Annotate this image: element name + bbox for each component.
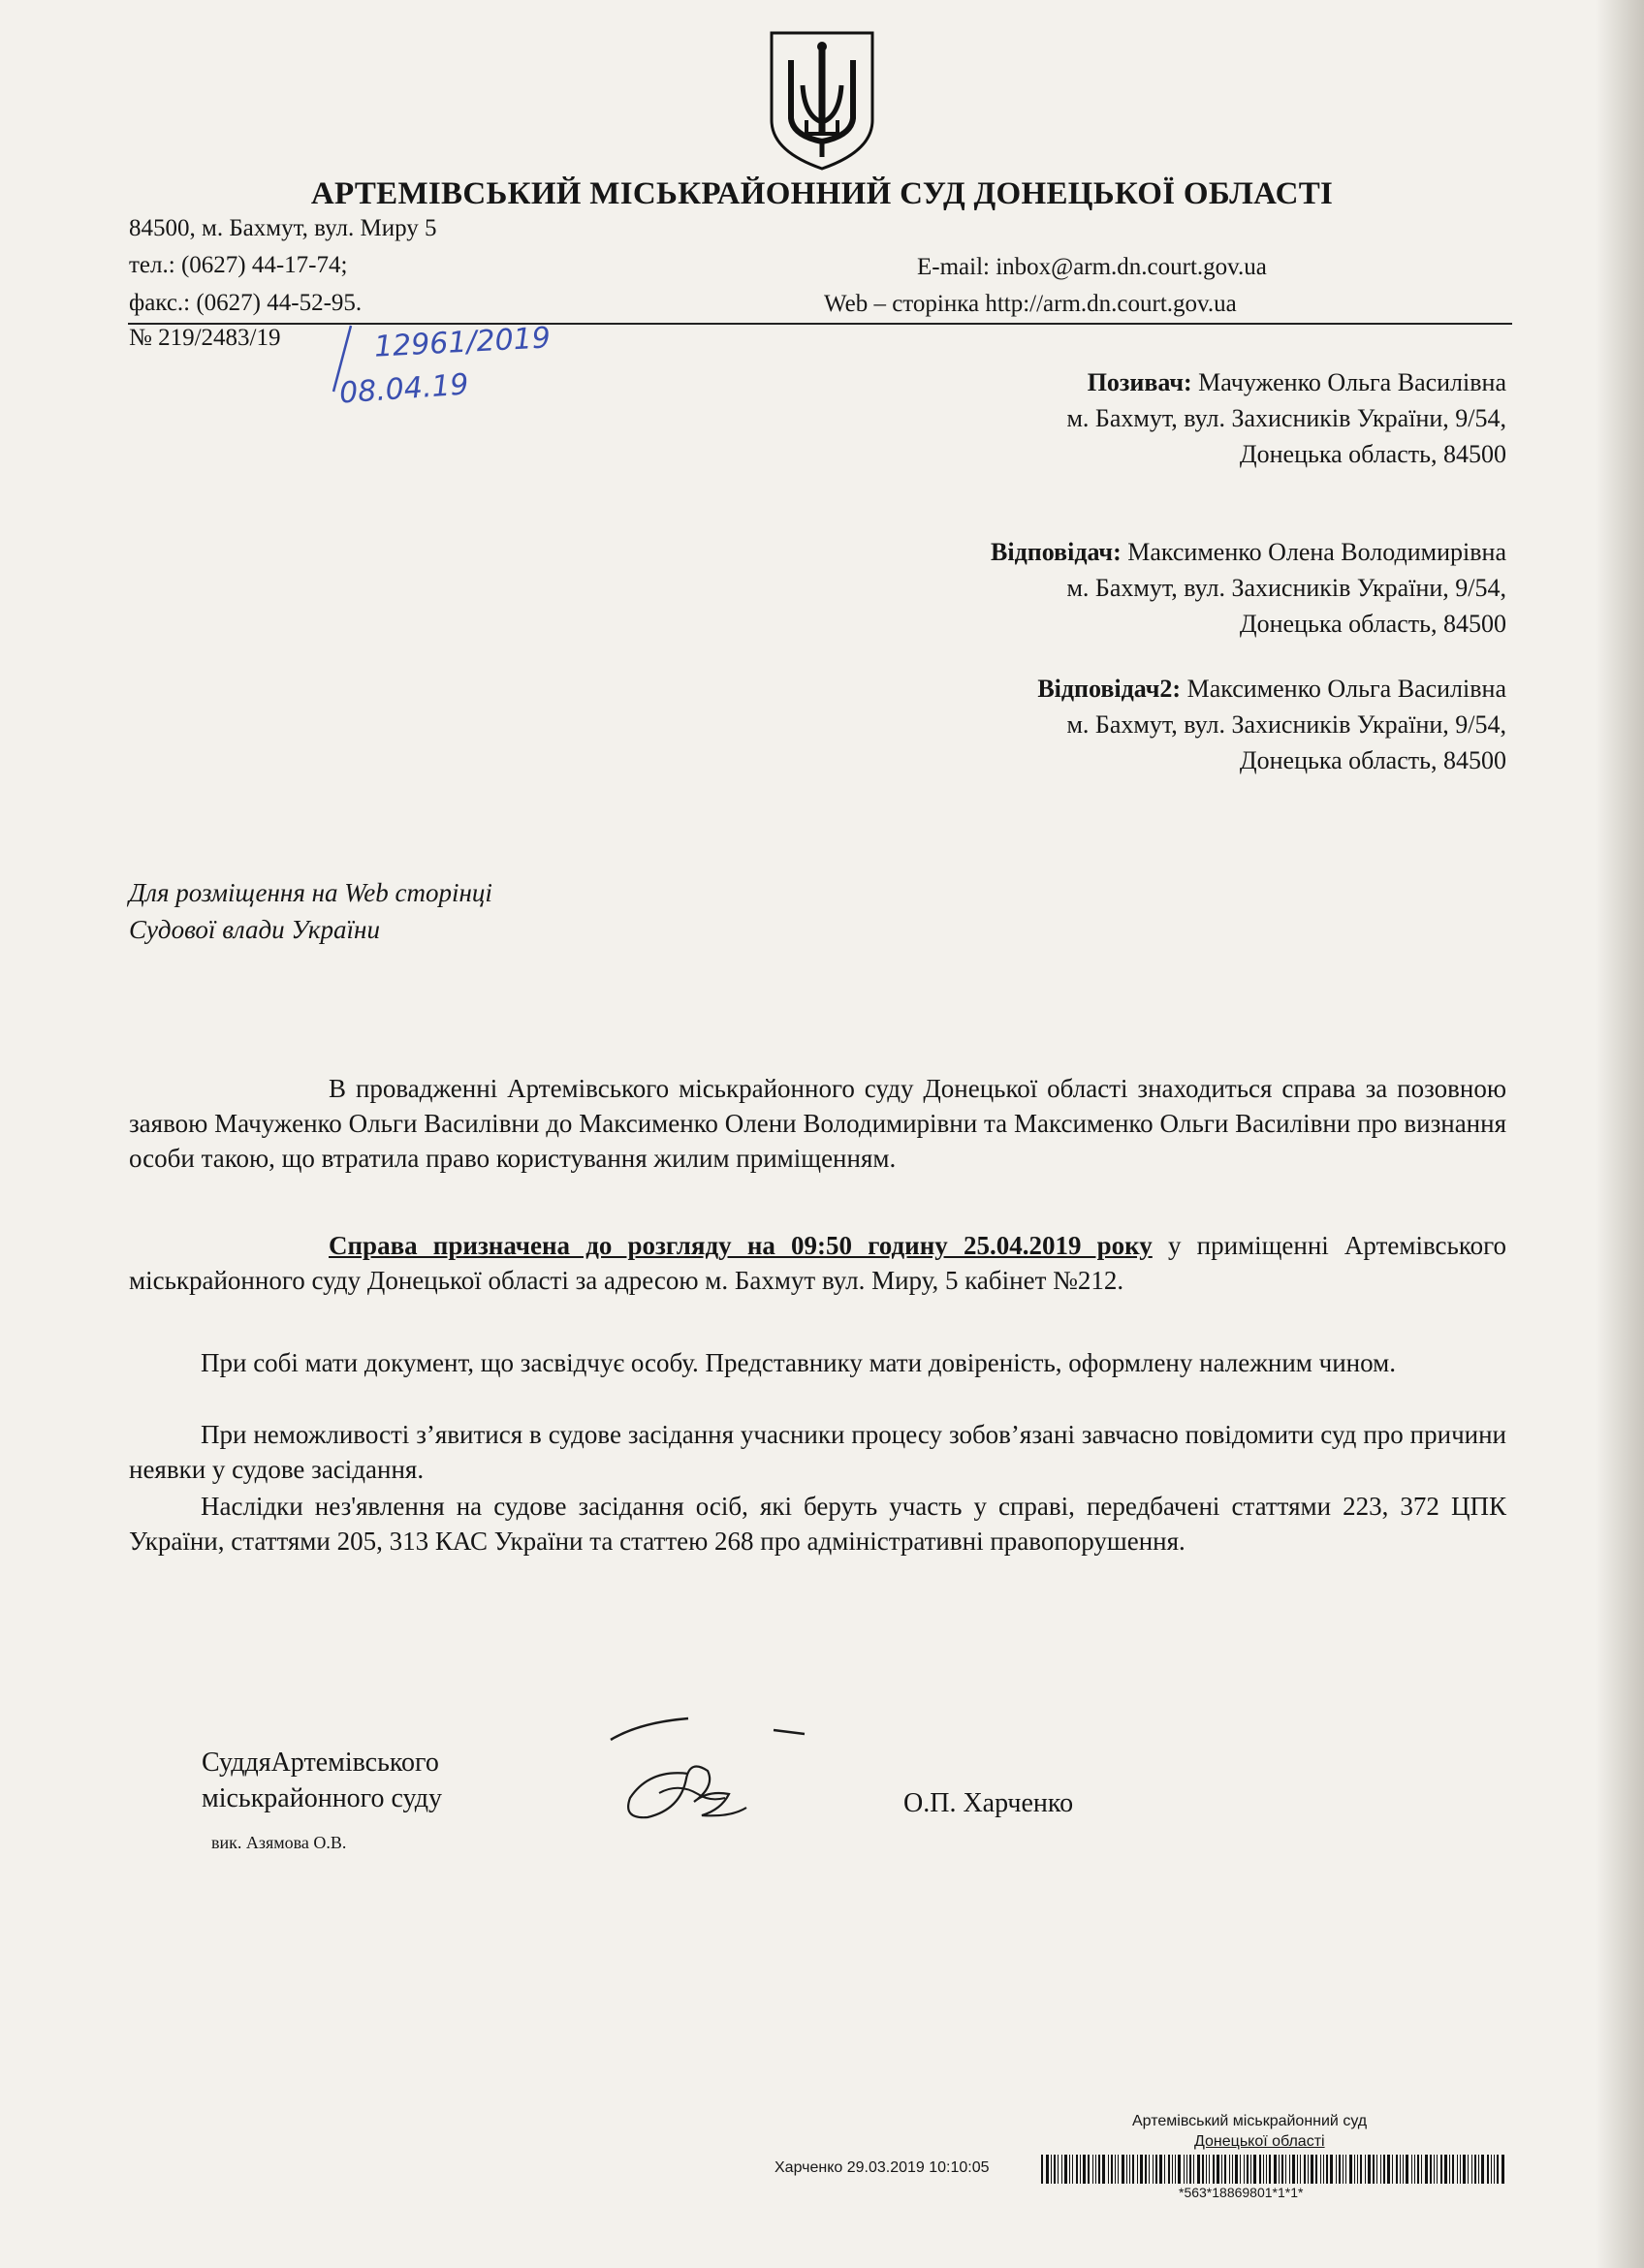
coat-of-arms-icon — [764, 27, 880, 173]
party-name: Мачуженко Ольга Василівна — [1198, 368, 1506, 396]
party-defendant-2 — [1037, 671, 1506, 778]
party-role: Відповідач: — [991, 538, 1122, 566]
court-address: 84500, м. Бахмут, вул. Миру 5 — [129, 215, 437, 241]
handwritten-signature — [601, 1701, 814, 1846]
placement-note-line: Для розміщення на Web сторінці — [129, 878, 492, 907]
body-paragraph-3: При собі мати документ, що засвідчує особу. Представнику мати довіреність, оформлену належним чином. — [201, 1348, 1396, 1377]
handwritten-reg-date: 08.04.19 — [337, 367, 470, 411]
party-defendant-1 — [991, 534, 1506, 642]
party-address-line: Донецька область, 84500 — [1239, 440, 1506, 468]
party-plaintiff — [1066, 364, 1506, 472]
placement-note — [129, 874, 492, 948]
party-address-line: Донецька область, 84500 — [1239, 610, 1506, 638]
party-role: Відповідач2: — [1037, 675, 1182, 703]
case-number: № 219/2483/19 — [129, 325, 281, 351]
court-phone: тел.: (0627) 44-17-74; — [129, 252, 348, 278]
party-address-line: Донецька область, 84500 — [1239, 746, 1506, 774]
judge-name: О.П. Харченко — [903, 1788, 1074, 1818]
party-role: Позивач: — [1087, 368, 1192, 396]
barcode-icon — [1041, 2155, 1506, 2184]
placement-note-line: Судової влади України — [129, 915, 380, 944]
hearing-date: Справа призначена до розгляду на 09:50 годину 25.04.2019 року — [329, 1231, 1153, 1260]
court-fax: факс.: (0627) 44-52-95. — [129, 290, 363, 316]
handwritten-reg-number: 12961/2019 — [373, 321, 552, 364]
court-web: Web – сторінка http://arm.dn.court.gov.ua — [824, 291, 1237, 317]
stamp-court-line: Донецької області — [1194, 2133, 1325, 2150]
party-address-line: м. Бахмут, вул. Захисників України, 9/54, — [1066, 404, 1506, 432]
judge-title-line: міськрайонного суду — [202, 1783, 443, 1813]
judge-title — [202, 1745, 442, 1816]
party-address-line: м. Бахмут, вул. Захисників України, 9/54, — [1066, 710, 1506, 739]
barcode-text: *563*18869801*1*1* — [1179, 2185, 1304, 2200]
court-email: E-mail: inbox@arm.dn.court.gov.ua — [917, 254, 1267, 280]
body-paragraph-5: Наслідки нез'явлення на судове засідання осіб, які беруть участь у справі, передбачені статтями 223, 372 ЦПК України, статтями 205, 313 КАС України та статтею 268 про адміністративні правопорушення. — [129, 1492, 1506, 1556]
judge-title-line: СуддяАртемівського — [202, 1748, 439, 1778]
body-paragraph-4: При неможливості з’явитися в судове засідання учасники процесу зобов’язані завчасно повідомити суд про причини неявки у судове засідання. — [129, 1420, 1506, 1484]
party-name: Максименко Ольга Василівна — [1186, 675, 1506, 703]
party-name: Максименко Олена Володимирівна — [1127, 538, 1506, 566]
executor-note: вик. Азямова О.В. — [211, 1833, 347, 1852]
stamp-court-line: Артемівський міськрайонний суд — [1132, 2113, 1368, 2129]
hearing-location: у приміщенні Артемівського міськрайонного суду Донецької області за адресою м. Бахмут вул. Миру, 5 кабінет №212. — [129, 1231, 1506, 1295]
party-address-line: м. Бахмут, вул. Захисників України, 9/54, — [1066, 574, 1506, 602]
body-paragraph-2 — [129, 1228, 1506, 1298]
scan-edge-shadow — [1596, 0, 1644, 2268]
body-paragraph-1: В провадженні Артемівського міськрайонного суду Донецької області знаходиться справа за позовною заявою Мачуженко Ольги Василівни до Максименко Олени Володимирівни та Максименко Ольги Василівни про визнання особи такою, що втратила право користування жилим приміщенням. — [129, 1074, 1506, 1173]
stamp-registration: Харченко 29.03.2019 10:10:05 — [775, 2159, 990, 2176]
court-name: АРТЕМІВСЬКИЙ МІСЬКРАЙОННИЙ СУД ДОНЕЦЬКОЇ ОБЛАСТІ — [310, 176, 1334, 211]
